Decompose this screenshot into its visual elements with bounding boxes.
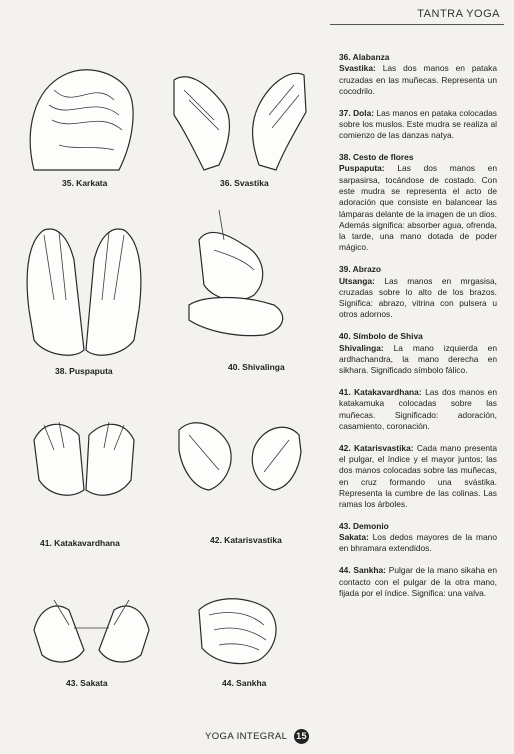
entry-title: 36. Alabanza — [339, 52, 390, 62]
entry-text: Pulgar de la mano sikaha en contacto con el pulgar de la otra mano, fijada por el índice. Significa: una valva. — [339, 565, 497, 598]
puspaputa-hand-illustration — [27, 229, 141, 355]
entry — [339, 443, 497, 511]
mudra-descriptions — [339, 52, 497, 610]
katakavardhana-hand-illustration — [34, 422, 134, 495]
entry — [339, 264, 497, 320]
entry-term: Shivalinga: — [339, 342, 384, 353]
karkata-hand-illustration — [30, 70, 133, 170]
entry-term: Svastika: — [339, 63, 376, 74]
header-rule — [330, 24, 504, 25]
entry-text: Las dos manos en pataka cruzadas en las muñecas. Representa un cocodrilo. — [339, 63, 497, 96]
hand-illustrations — [14, 50, 314, 710]
svastika-hand-illustration — [174, 73, 306, 170]
entry-text: Las manos en pataka colocadas sobre los muslos. Este mudra se realiza al comienzo de las danzas natya. — [339, 107, 497, 141]
entry-term: 41. Katakavardhana: — [339, 386, 422, 397]
entry-term: Utsanga: — [339, 275, 375, 286]
entry — [339, 331, 497, 376]
entry-text: Las dos manos en sarpasirsa, tocándose de costado. Con este mudra se representa el acto de adoración que consiste en balancear las lámparas delante de la imagen de un dios. Además significa: absorber agua, ofrenda, la tarde, una mano dotada de poder mágico. — [339, 163, 497, 253]
entry — [339, 521, 497, 555]
sankha-hand-illustration — [199, 599, 276, 664]
entry — [339, 152, 497, 254]
figure-caption: 42. Katarisvastika — [210, 535, 282, 545]
entry-title: 38. Cesto de flores — [339, 152, 414, 163]
entry-text: La mano izquierda en ardhachandra, la mano derecha en sikhara. Significado símbolo fálico. — [339, 342, 497, 376]
page-footer — [0, 729, 514, 744]
entry-text: Las manos en mrgasisa, cruzadas sobre lo alto de los brazos. Significa: abrazo, vitrina con pulsera u otros adornos. — [339, 275, 497, 320]
entry-term: 44. Sankha: — [339, 565, 386, 576]
entry-term: 37. Dola: — [339, 107, 375, 118]
entry — [339, 387, 497, 432]
entry-term: Puspaputa: — [339, 163, 385, 174]
entry — [339, 565, 497, 599]
entry — [339, 108, 497, 142]
entry-title: 40. Símbolo de Shiva — [339, 331, 423, 342]
page-number: 15 — [294, 729, 309, 744]
figure-caption: 43. Sakata — [66, 678, 108, 688]
entry-title: 43. Demonio — [339, 520, 389, 531]
katarisvastika-hand-illustration — [179, 423, 301, 490]
running-header: TANTRA YOGA — [417, 8, 500, 20]
entry-text: Cada mano presenta el pulgar, el índice y el mayor juntos; las dos manos colocadas sobre las muñecas, en cruz formando una svástika. Representa la cumbre de las colinas. Las ramas los árboles. — [339, 442, 498, 510]
figure-caption: 35. Karkata — [62, 178, 108, 188]
figure-caption: 36. Svastika — [220, 178, 269, 188]
entry-term: 42. Katarisvastika: — [339, 442, 414, 453]
entry-title: 39. Abrazo — [339, 264, 382, 275]
entry — [339, 52, 497, 97]
shivalinga-hand-illustration — [189, 210, 283, 336]
figure-caption: 44. Sankha — [222, 678, 267, 688]
figure-caption: 40. Shivalinga — [228, 362, 285, 372]
entry-term: Sakata: — [339, 532, 369, 543]
figure-caption: 41. Katakavardhana — [40, 538, 120, 548]
footer-label: YOGA INTEGRAL — [205, 731, 287, 743]
entry-text: Las dos manos en katakamuka colocadas sobre las muñecas. Significado: adoración, casamiento, coronación. — [339, 386, 497, 431]
entry-text: Los dedos mayores de la mano en bhramara extendidos. — [339, 532, 497, 554]
sakata-hand-illustration — [34, 600, 149, 662]
figure-caption: 38. Puspaputa — [55, 366, 113, 376]
